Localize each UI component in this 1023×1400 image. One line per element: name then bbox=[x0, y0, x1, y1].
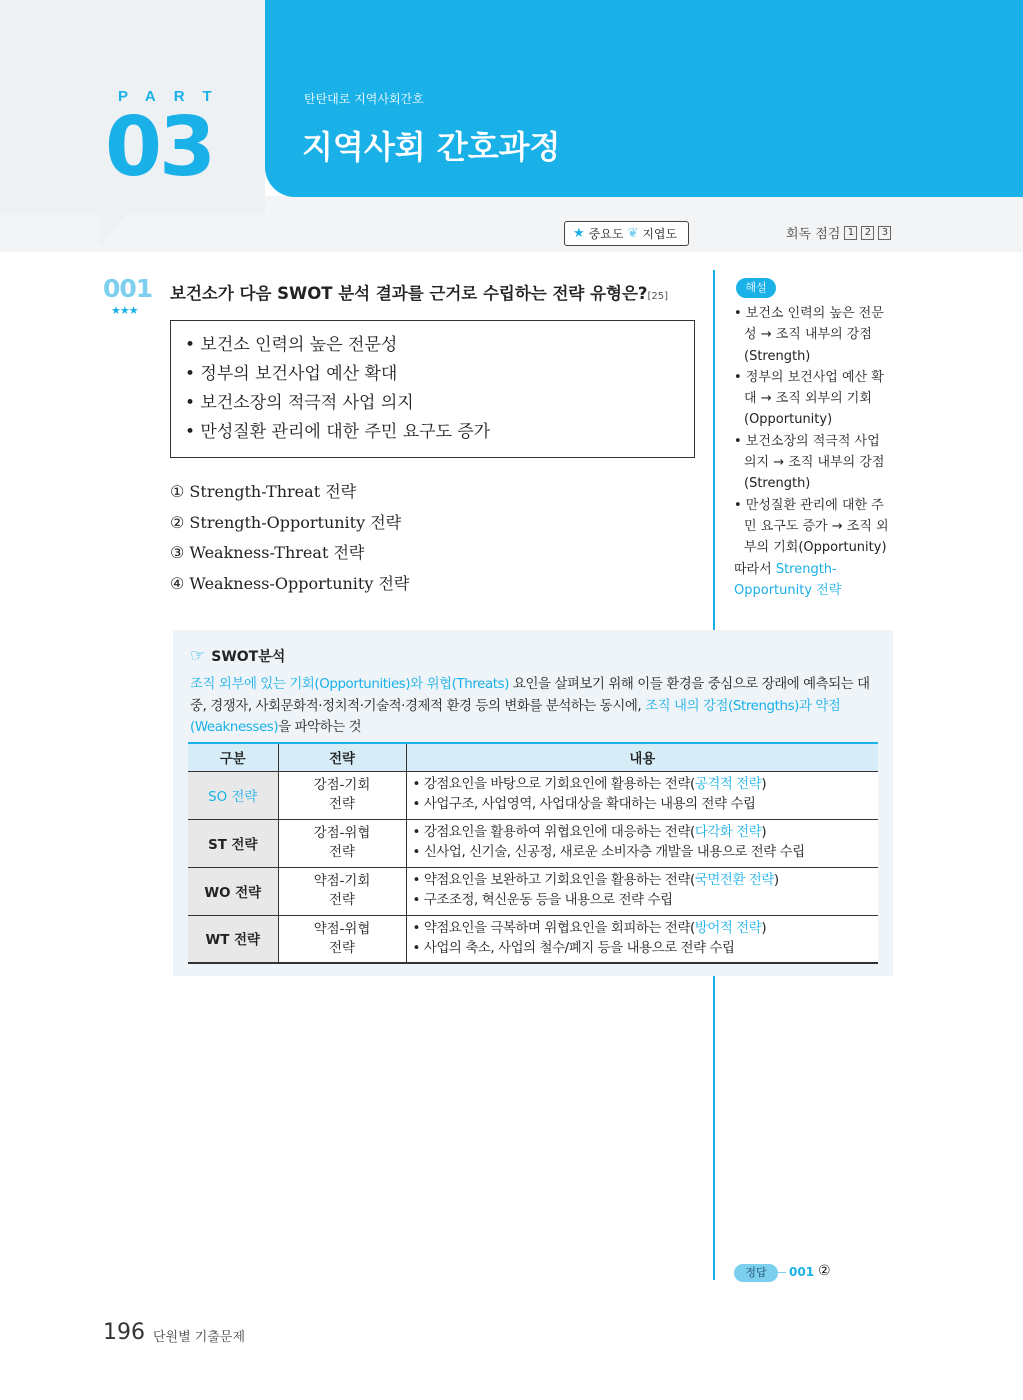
table-header-row bbox=[188, 743, 878, 771]
content-line-2: • 구조조정, 혁신운동 등을 내용으로 전략 수립 bbox=[412, 893, 673, 908]
swot-result-box bbox=[170, 320, 695, 458]
content-text: • 강점요인을 바탕으로 기회요인에 활용하는 전략( bbox=[412, 777, 695, 792]
content-line-1 bbox=[413, 919, 879, 939]
option-3[interactable]: ③ Weakness-Threat 전략 bbox=[170, 543, 365, 562]
content-text: • 강점요인을 활용하여 위협요인에 대응하는 전략( bbox=[412, 825, 695, 840]
part-label: PART bbox=[118, 88, 230, 105]
question-number: 001 bbox=[103, 274, 153, 303]
content-line-2: • 신사업, 신기술, 신공정, 새로운 소비자층 개발을 내용으로 전략 수립 bbox=[412, 845, 805, 860]
strategy-type: WT 전략 bbox=[188, 915, 278, 963]
strategy-name bbox=[278, 867, 406, 915]
answer-question-number: 001 bbox=[789, 1265, 815, 1279]
explanation bbox=[734, 303, 896, 601]
review-checkbox-2[interactable]: 2 bbox=[861, 226, 874, 240]
content-accent: 방어적 전략 bbox=[694, 920, 762, 936]
column-header: 내용 bbox=[406, 743, 878, 771]
option-2[interactable]: ② Strength-Opportunity 전략 bbox=[170, 512, 402, 532]
conclusion-answer: Strength-Opportunity 전략 bbox=[734, 561, 842, 598]
content-line-1 bbox=[413, 823, 879, 843]
star-icon: ★ bbox=[573, 226, 585, 241]
swot-title-text: SWOT분석 bbox=[211, 649, 286, 665]
column-header: 전략 bbox=[278, 743, 406, 771]
explanation-item: • 정부의 보건사업 예산 확대 → 조직 외부의 기회(Opportunity) bbox=[734, 369, 884, 428]
content-text: ) bbox=[761, 777, 767, 792]
strategy-name bbox=[278, 771, 406, 819]
importance-label: 중요도 bbox=[588, 227, 624, 241]
table-row bbox=[188, 867, 878, 915]
question-stem: 보건소가 다음 SWOT 분석 결과를 근거로 수립하는 전략 유형은? bbox=[170, 284, 648, 303]
strategy-type: SO 전략 bbox=[188, 771, 278, 819]
content-line-2: • 사업의 축소, 사업의 철수/폐지 등을 내용으로 전략 수립 bbox=[412, 940, 735, 956]
content-accent: 공격적 전략 bbox=[694, 777, 762, 792]
strategy-name-text: 약점-위협 전략 bbox=[313, 921, 371, 956]
chapter-title: 지역사회 간호과정 bbox=[302, 128, 561, 166]
strategy-name bbox=[278, 819, 406, 867]
page-number: 196 bbox=[103, 1320, 145, 1345]
list-item: • 정부의 보건사업 예산 확대 bbox=[185, 364, 398, 384]
importance-legend bbox=[564, 221, 689, 246]
answer-tag: 정답 bbox=[734, 1264, 778, 1282]
page-footer-title: 단원별 기출문제 bbox=[153, 1330, 246, 1345]
answer-connector bbox=[776, 1272, 786, 1273]
content-text: ) bbox=[773, 873, 779, 888]
question-text bbox=[170, 280, 668, 304]
desc-accent-internal: 조직 내의 강점(Strengths)과 약점(Weaknesses) bbox=[190, 698, 841, 735]
strategy-type: WO 전략 bbox=[188, 867, 278, 915]
explanation-item: • 보건소장의 적극적 사업 의지 → 조직 내부의 강점(Strength) bbox=[734, 433, 885, 492]
list-item: • 보건소장의 적극적 사업 의지 bbox=[185, 393, 414, 413]
content-text: ) bbox=[761, 920, 767, 936]
review-label: 회독 점검 bbox=[786, 227, 841, 242]
part-number: 03 bbox=[105, 100, 214, 195]
answer-options bbox=[170, 477, 409, 599]
strategy-name bbox=[278, 915, 406, 963]
strategy-name-text: 강점-위협 전략 bbox=[313, 826, 371, 860]
strategy-name-text: 강점-기회 전략 bbox=[313, 778, 371, 812]
table-row bbox=[188, 915, 878, 963]
pointing-hand-icon: ☞ bbox=[190, 646, 206, 666]
list-item: • 만성질환 관리에 대한 주민 요구도 증가 bbox=[185, 422, 491, 442]
explanation-conclusion bbox=[734, 559, 896, 602]
content-text: • 약점요인을 극복하며 위협요인을 회피하는 전략( bbox=[412, 920, 695, 936]
answer-value: ② bbox=[818, 1263, 831, 1279]
explanation-item: • 보건소 인력의 높은 전문성 → 조직 내부의 강점(Strength) bbox=[734, 306, 884, 364]
strategy-content bbox=[406, 867, 878, 915]
strategy-content bbox=[406, 819, 878, 867]
option-1[interactable]: ① Strength-Threat 전략 bbox=[170, 482, 357, 501]
strategy-type: ST 전략 bbox=[188, 819, 278, 867]
conclusion-prefix: 따라서 bbox=[734, 561, 776, 577]
content-text: • 약점요인을 보완하고 기회요인을 활용하는 전략( bbox=[412, 873, 695, 888]
question-source: [25] bbox=[647, 291, 669, 302]
review-check bbox=[786, 223, 891, 242]
part-panel-tail bbox=[100, 210, 130, 246]
series-title: 탄탄대로 지역사회간호 bbox=[304, 92, 424, 106]
table-row bbox=[188, 771, 878, 819]
content-line-2: • 사업구조, 사업영역, 사업대상을 확대하는 내용의 전략 수립 bbox=[412, 797, 756, 812]
desc-accent-external: 조직 외부에 있는 기회(Opportunities)와 위협(Threats) bbox=[190, 677, 510, 692]
list-item: • 보건소 인력의 높은 전문성 bbox=[185, 335, 398, 355]
option-4[interactable]: ④ Weakness-Opportunity 전략 bbox=[170, 573, 410, 593]
leaf-icon: ❦ bbox=[627, 226, 639, 241]
swot-strategy-table bbox=[188, 742, 878, 964]
column-header: 구분 bbox=[188, 743, 278, 771]
content-accent: 다각화 전략 bbox=[694, 825, 762, 840]
content-line-1 bbox=[413, 871, 879, 891]
strategy-content bbox=[406, 771, 878, 819]
swot-title bbox=[190, 646, 285, 666]
explanation-tag: 해설 bbox=[736, 278, 776, 298]
explanation-item: • 만성질환 관리에 대한 주민 요구도 증가 → 조직 외부의 기회(Opportunity) bbox=[734, 497, 889, 556]
desc-end: 을 파악하는 것 bbox=[278, 720, 362, 735]
strategy-name-text: 약점-기회 전략 bbox=[313, 874, 371, 908]
content-line-1 bbox=[413, 775, 879, 795]
strategy-content bbox=[406, 915, 878, 963]
swot-description bbox=[190, 674, 880, 739]
desc-middle: 요인을 살펴보기 위해 이들 환경을 중심으로 장래에 예측되는 대중, 경쟁자, 사회문화적·정치적·기술적·경제적 환경 등의 변화를 분석하는 동시에, bbox=[190, 677, 870, 714]
review-checkbox-3[interactable]: 3 bbox=[878, 226, 891, 240]
difficulty-stars: ★★★ bbox=[111, 304, 138, 317]
content-text: ) bbox=[761, 825, 767, 840]
knowledge-label: 지엽도 bbox=[642, 227, 678, 241]
content-accent: 국면전환 전략 bbox=[694, 873, 774, 888]
table-row bbox=[188, 819, 878, 867]
review-checkbox-1[interactable]: 1 bbox=[844, 226, 857, 240]
